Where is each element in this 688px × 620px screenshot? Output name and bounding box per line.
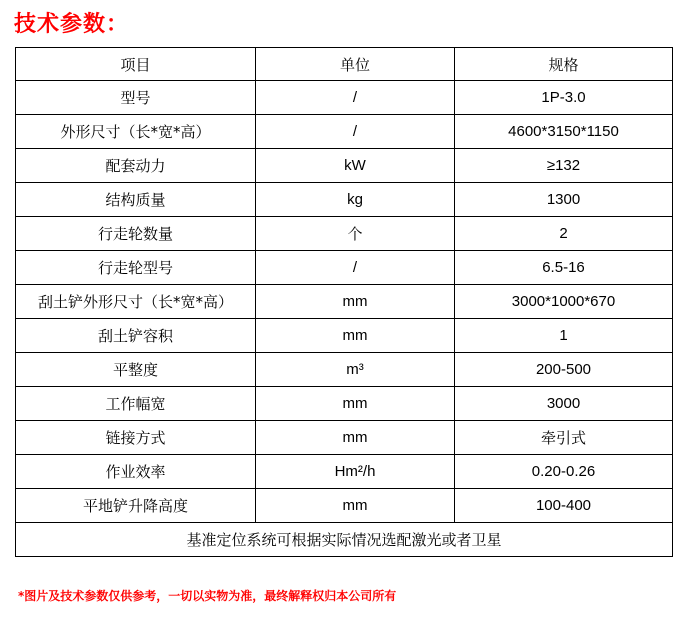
cell-spec: 3000*1000*670 [455,285,673,319]
table-row [16,319,673,353]
cell-spec: 100-400 [455,489,673,523]
cell-unit: mm [256,421,455,455]
cell-item: 行走轮型号 [16,251,256,285]
column-header-item: 项目 [16,48,256,81]
table-note: 基准定位系统可根据实际情况选配激光或者卫星 [16,523,673,557]
cell-unit: m³ [256,353,455,387]
cell-item: 外形尺寸（长*宽*高） [16,115,256,149]
cell-unit: mm [256,319,455,353]
table-row [16,81,673,115]
spec-table [15,47,673,557]
cell-unit: mm [256,489,455,523]
cell-spec: 6.5-16 [455,251,673,285]
cell-item: 刮土铲容积 [16,319,256,353]
cell-item: 平地铲升降高度 [16,489,256,523]
cell-unit: / [256,115,455,149]
cell-spec: 1P-3.0 [455,81,673,115]
disclaimer-footer: *图片及技术参数仅供参考，一切以实物为准，最终解释权归本公司所有 [18,589,397,603]
cell-item: 配套动力 [16,149,256,183]
table-header-row [16,48,673,81]
cell-item: 行走轮数量 [16,217,256,251]
cell-item: 结构质量 [16,183,256,217]
column-header-spec: 规格 [455,48,673,81]
cell-item: 型号 [16,81,256,115]
cell-spec: 1300 [455,183,673,217]
column-header-unit: 单位 [256,48,455,81]
cell-unit: kg [256,183,455,217]
table-row [16,115,673,149]
cell-unit: 个 [256,217,455,251]
cell-spec: 2 [455,217,673,251]
cell-item: 刮土铲外形尺寸（长*宽*高） [16,285,256,319]
table-note-row [16,523,673,557]
cell-spec: 3000 [455,387,673,421]
cell-unit: / [256,81,455,115]
cell-unit: kW [256,149,455,183]
cell-item: 作业效率 [16,455,256,489]
page-title: 技术参数： [14,12,130,37]
table-row [16,353,673,387]
table-row [16,387,673,421]
table-row [16,149,673,183]
cell-spec: 1 [455,319,673,353]
cell-unit: mm [256,387,455,421]
cell-spec: 4600*3150*1150 [455,115,673,149]
cell-unit: / [256,251,455,285]
table-row [16,489,673,523]
cell-unit: Hm²/h [256,455,455,489]
cell-spec: 0.20-0.26 [455,455,673,489]
cell-item: 工作幅宽 [16,387,256,421]
table-row [16,183,673,217]
cell-unit: mm [256,285,455,319]
table-row [16,285,673,319]
cell-item: 平整度 [16,353,256,387]
table-row [16,455,673,489]
cell-spec: 牵引式 [455,421,673,455]
table-row [16,251,673,285]
cell-item: 链接方式 [16,421,256,455]
table-row [16,217,673,251]
cell-spec: ≥132 [455,149,673,183]
table-row [16,421,673,455]
cell-spec: 200-500 [455,353,673,387]
